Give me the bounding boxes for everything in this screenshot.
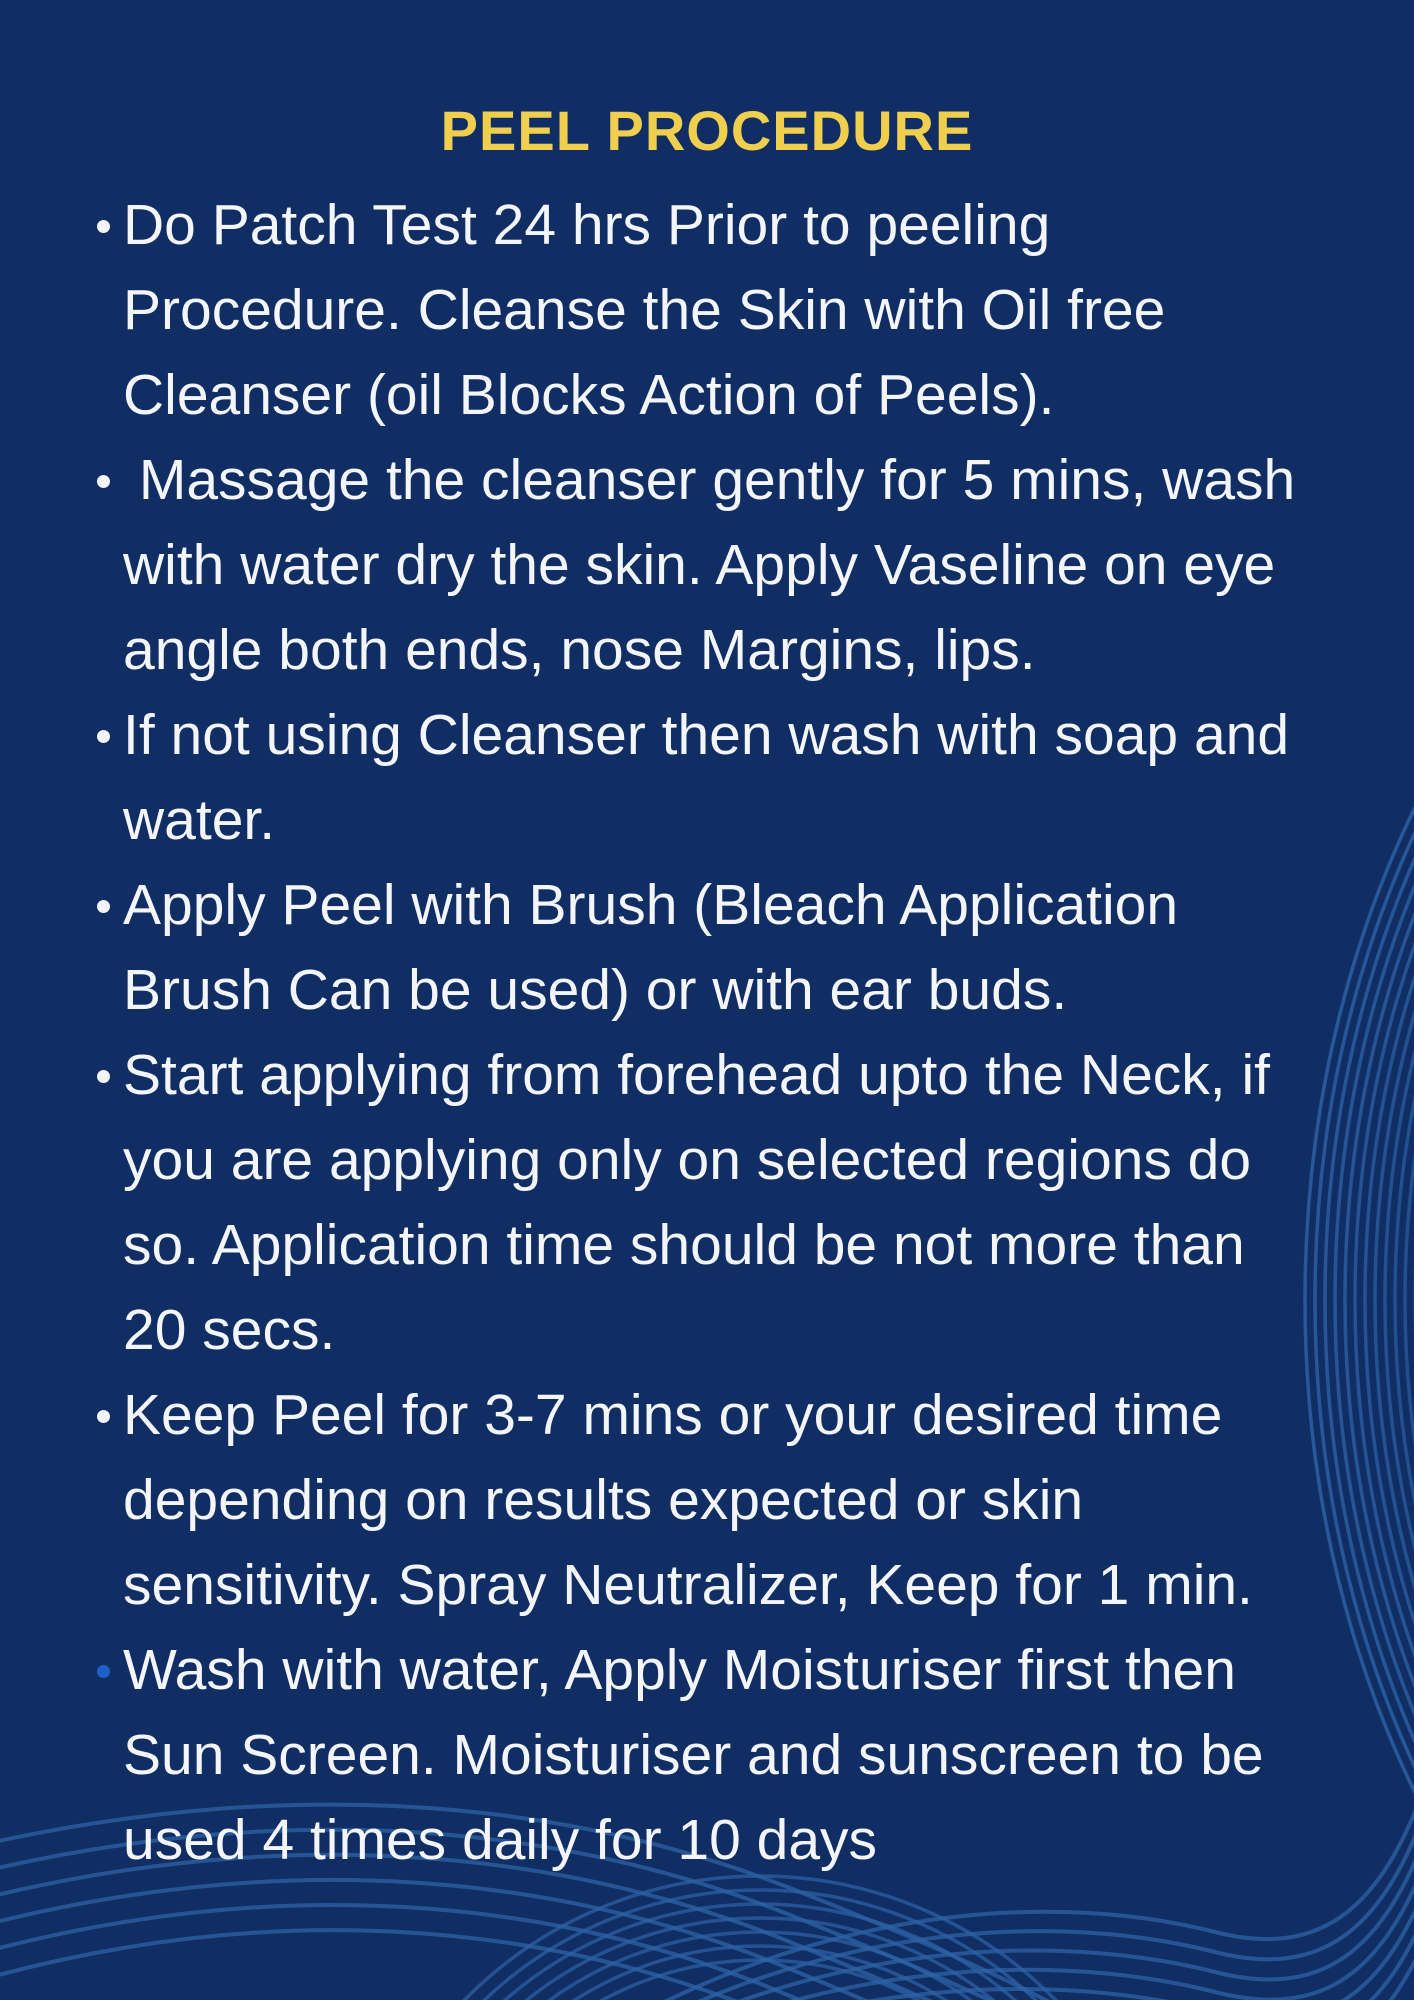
bullet-line: Massage the cleanser gently for 5 mins, wash [0,438,1414,523]
bullet-line: depending on results expected or skin [123,1468,1084,1532]
bullet-dot [97,730,110,743]
bullet-line: If not using Cleanser then wash with soap and [0,693,1414,778]
bullet-line: used 4 times daily for 10 days [123,1808,878,1872]
bullet-line: water. [123,788,276,852]
bullet-line: Procedure. Cleanse the Skin with Oil free [123,278,1166,342]
bullet-line: Start applying from forehead upto the Neck, if [0,1033,1414,1118]
bullet-line: angle both ends, nose Margins, lips. [123,618,1036,682]
bullet-dot [97,1665,110,1678]
bullet-dot [97,900,110,913]
bullet-line: you are applying only on selected regions do [123,1128,1252,1192]
bullet-dot [97,220,110,233]
bullet-line: so. Application time should be not more than [123,1213,1245,1277]
bullet-line: Brush Can be used) or with ear buds. [123,958,1068,1022]
bullet-line: sensitivity. Spray Neutralizer, Keep for 1 min. [123,1553,1253,1617]
bullet-dot [97,1410,110,1423]
bullet-line: Cleanser (oil Blocks Action of Peels). [123,363,1055,427]
bullet-line: Do Patch Test 24 hrs Prior to peeling [0,183,1414,268]
bullet-line: Apply Peel with Brush (Bleach Application [0,863,1414,948]
bullet-list [0,183,1414,1883]
bullet-line: Sun Screen. Moisturiser and sunscreen to be [123,1723,1264,1787]
bullet-dot [97,475,110,488]
bullet-dot [97,1070,110,1083]
bullet-line: with water dry the skin. Apply Vaseline on eye [123,533,1276,597]
bullet-line: Wash with water, Apply Moisturiser first then [0,1628,1414,1713]
page-title: PEEL PROCEDURE [440,99,974,162]
bullet-line: 20 secs. [123,1298,336,1362]
bullet-line: Keep Peel for 3-7 mins or your desired time [0,1373,1414,1458]
